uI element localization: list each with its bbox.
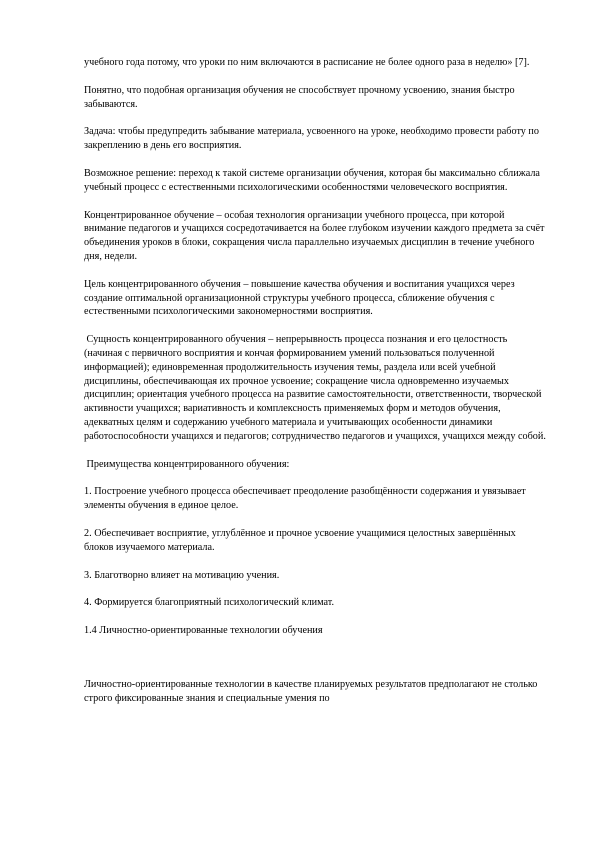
paragraph-advantages-heading: Преимущества концентрированного обучения: [84, 458, 290, 470]
paragraph-goal: Цель концентрированного обучения – повышение качества обучения и воспитания учащихся через создание оптимальной организационной структуры учебного процесса, сближение обучения с естественными психологическими закономерностями восприятия. [84, 278, 518, 318]
list-item: 1. Построение учебного процесса обеспечивает преодоление разобщённости содержания и увязывает элементы обучения в единое целое. [84, 486, 529, 512]
section-heading: 1.4 Личностно-ориентированные технологии обучения [84, 625, 323, 637]
paragraph-continuation: учебного года потому, что уроки по ним включаются в расписание не более одного раза в неделю» [7]. [84, 57, 530, 68]
document-page [84, 56, 546, 720]
paragraph-task: Задача: чтобы предупредить забывание материала, усвоенного на уроке, необходимо провести работу по закреплению в день его восприятия. [84, 126, 542, 152]
spacer [84, 652, 546, 678]
paragraph-problem: Понятно, что подобная организация обучения не способствует прочному усвоению, знания быстро забываются. [84, 84, 518, 110]
paragraph-personal-technologies: Личностно-ориентированные технологии в качестве планируемых результатов предполагают не столько строго фиксированные знания и специальные умения по [84, 678, 540, 704]
paragraph-solution: Возможное решение: переход к такой системе организации обучения, которая бы максимально сближала учебный процесс с естественными психологическими особенностями человеческого восприятия. [84, 167, 543, 193]
paragraph-essence: Сущность концентрированного обучения – непрерывность процесса познания и его целостность (начиная с первичного восприятия и кончая формированием умений пользоваться полученной информацией); единовременная продолжительность изучения темы, раздела или всей учебной дисциплины, обеспечивающая их прочное усвоение; сокращение числа одновременно изучаемых дисциплин; ориентация учебного процесса на развитие самостоятельности, ответственности, творческой активности учащихся; вариативность и комплексность применяемых форм и методов обучения, адекватных целям и содержанию учебного материала и учитывающих особенности динамики работоспособности учащихся и педагогов; сотрудничество педагогов и учащихся, учащихся между собой. [84, 334, 546, 442]
list-item: 2. Обеспечивает восприятие, углублённое и прочное усвоение учащимися целостных завершённых блоков изучаемого материала. [84, 527, 519, 553]
list-item: 4. Формируется благоприятный психологический климат. [84, 597, 334, 609]
paragraph-definition: Концентрированное обучение – особая технология организации учебного процесса, при которой внимание педагогов и учащихся сосредотачивается на более глубоком изучении каждого предмета за счёт объединения уроков в блоки, сокращения числа параллельно изучаемых дисциплин в течение учебного дня, недели. [84, 209, 547, 262]
list-item: 3. Благотворно влияет на мотивацию учения. [84, 569, 280, 581]
